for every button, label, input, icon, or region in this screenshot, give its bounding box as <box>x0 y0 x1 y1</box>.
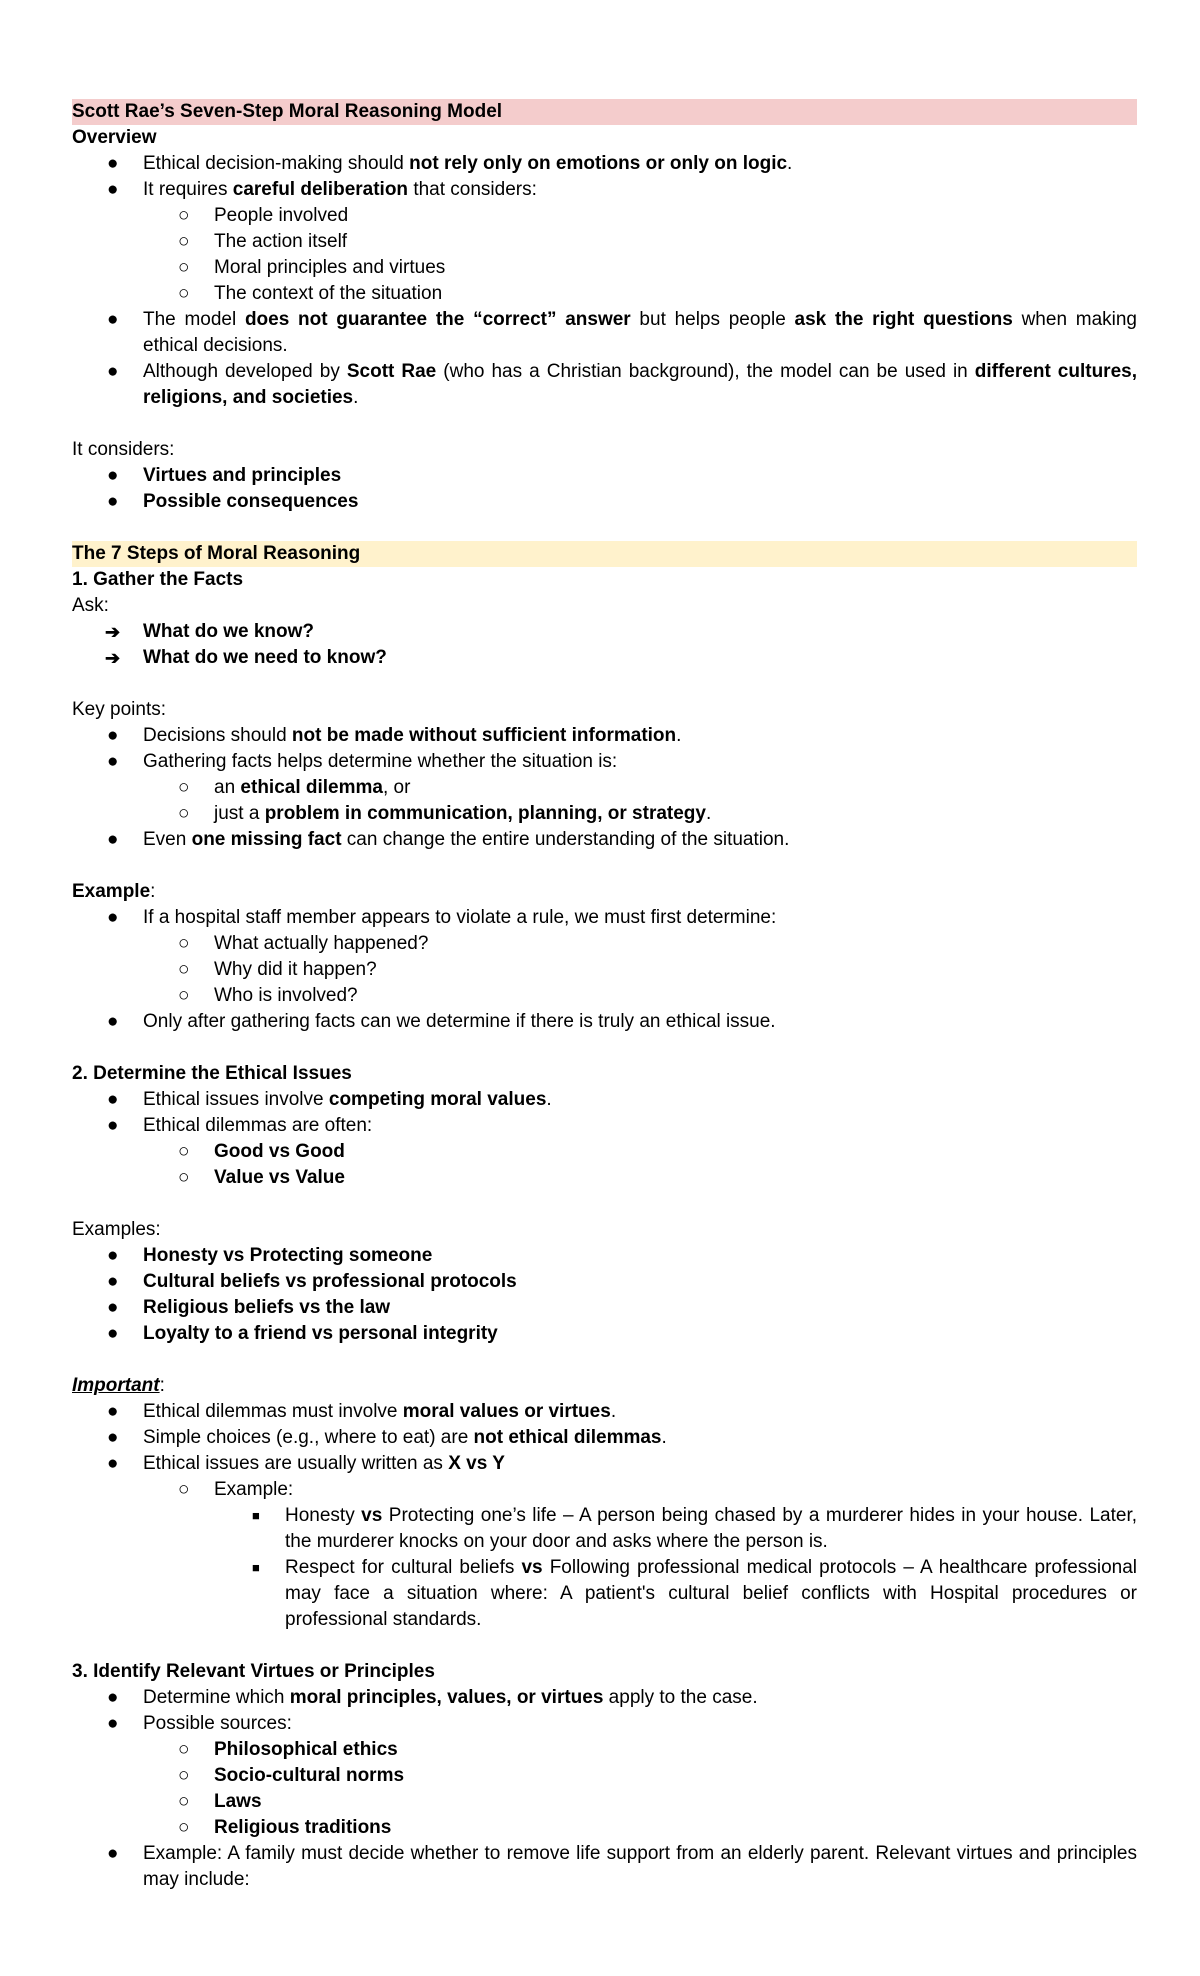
list-item: ● Ethical issues are usually written as X vs Y <box>72 1451 1137 1477</box>
list-item: ○ an ethical dilemma, or <box>72 775 1137 801</box>
circle-bullet-icon: ○ <box>178 1167 190 1188</box>
list-item: ● Ethical decision-making should not rely only on emotions or only on logic. <box>72 151 1137 177</box>
list-item: ○ Religious traditions <box>72 1815 1137 1841</box>
list-item: ○ Moral principles and virtues <box>72 255 1137 281</box>
circle-bullet-icon: ○ <box>178 257 190 278</box>
circle-bullet-icon: ○ <box>178 985 190 1006</box>
bullet-icon: ● <box>107 829 119 850</box>
list-item: ○ Philosophical ethics <box>72 1737 1137 1763</box>
list-item: ○ The context of the situation <box>72 281 1137 307</box>
examples-label: Examples: <box>72 1219 161 1240</box>
list-item: ● Although developed by Scott Rae (who has a Christian background), the model can be used in different cultures, religions, and societies. <box>107 361 1137 408</box>
circle-bullet-icon: ○ <box>178 959 190 980</box>
step1-heading: 1. Gather the Facts <box>72 569 244 590</box>
bullet-icon: ● <box>107 153 119 174</box>
step2-heading: 2. Determine the Ethical Issues <box>72 1063 352 1084</box>
list-item: ● Decisions should not be made without sufficient information. <box>72 723 1137 749</box>
bullet-icon: ● <box>107 1323 119 1344</box>
bullet-icon: ● <box>107 309 119 330</box>
bullet-icon: ● <box>107 1245 119 1266</box>
list-item: ● Possible sources: <box>72 1711 1137 1737</box>
list-item: ● It requires careful deliberation that considers: <box>72 177 1137 203</box>
circle-bullet-icon: ○ <box>178 1817 190 1838</box>
bullet-icon: ● <box>107 1089 119 1110</box>
list-item: ○ Who is involved? <box>72 983 1137 1009</box>
step3-heading: 3. Identify Relevant Virtues or Principles <box>72 1661 435 1682</box>
considers-label: It considers: <box>72 439 175 460</box>
bullet-icon: ● <box>107 725 119 746</box>
list-item: ● Ethical dilemmas must involve moral values or virtues. <box>72 1399 1137 1425</box>
circle-bullet-icon: ○ <box>178 777 190 798</box>
overview-heading: Overview <box>72 127 157 148</box>
circle-bullet-icon: ○ <box>178 1791 190 1812</box>
list-item: ● Gathering facts helps determine whether the situation is: <box>72 749 1137 775</box>
arrow-icon: ➔ <box>105 622 121 642</box>
list-item: ➔ What do we know? <box>72 619 1137 645</box>
bullet-icon: ● <box>107 751 119 772</box>
bullet-icon: ● <box>107 1427 119 1448</box>
list-item: ● Religious beliefs vs the law <box>72 1295 1137 1321</box>
circle-bullet-icon: ○ <box>178 1141 190 1162</box>
bullet-icon: ● <box>107 1297 119 1318</box>
list-item: ■ Honesty vs Protecting one’s life – A person being chased by a murderer hides in your house. Later, the murderer knocks on your door and asks where the person is. <box>252 1505 1137 1552</box>
list-item: ● Virtues and principles <box>72 463 1137 489</box>
document-title <box>72 99 1137 125</box>
bullet-icon: ● <box>107 465 119 486</box>
document-page <box>72 99 1137 1893</box>
bullet-icon: ● <box>107 361 119 382</box>
example-label: Example: <box>72 881 156 902</box>
list-item: ● Cultural beliefs vs professional protocols <box>72 1269 1137 1295</box>
bullet-icon: ● <box>107 1115 119 1136</box>
important-label: Important: <box>72 1375 165 1396</box>
list-item: ○ People involved <box>72 203 1137 229</box>
list-item: ● Ethical dilemmas are often: <box>72 1113 1137 1139</box>
list-item: ● Honesty vs Protecting someone <box>72 1243 1137 1269</box>
list-item: ○ Example: <box>72 1477 1137 1503</box>
list-item: ● Possible consequences <box>72 489 1137 515</box>
list-item: ● Determine which moral principles, values, or virtues apply to the case. <box>72 1685 1137 1711</box>
bullet-icon: ● <box>107 1687 119 1708</box>
circle-bullet-icon: ○ <box>178 803 190 824</box>
circle-bullet-icon: ○ <box>178 283 190 304</box>
list-item: ● Simple choices (e.g., where to eat) are not ethical dilemmas. <box>72 1425 1137 1451</box>
arrow-icon: ➔ <box>105 648 121 668</box>
list-item: ■ Respect for cultural beliefs vs Following professional medical protocols – A healthcare professional may face a situation where: A patient's cultural belief conflicts with Hospital procedures or professional standards. <box>252 1557 1137 1630</box>
title-highlight: Scott Rae’s Seven-Step Moral Reasoning Model <box>72 99 1137 125</box>
list-item: ● Example: A family must decide whether to remove life support from an elderly parent. Relevant virtues and principles may include: <box>107 1843 1137 1890</box>
bullet-icon: ● <box>107 1271 119 1292</box>
circle-bullet-icon: ○ <box>178 933 190 954</box>
list-item: ○ Why did it happen? <box>72 957 1137 983</box>
square-bullet-icon: ■ <box>252 1508 260 1523</box>
list-item: ● Even one missing fact can change the entire understanding of the situation. <box>72 827 1137 853</box>
square-bullet-icon: ■ <box>252 1560 260 1575</box>
list-item: ○ What actually happened? <box>72 931 1137 957</box>
bullet-icon: ● <box>107 491 119 512</box>
circle-bullet-icon: ○ <box>178 205 190 226</box>
ask-label: Ask: <box>72 595 109 616</box>
list-item: ○ Good vs Good <box>72 1139 1137 1165</box>
steps-heading <box>72 541 1137 567</box>
key-points-label: Key points: <box>72 699 166 720</box>
bullet-icon: ● <box>107 1843 119 1864</box>
circle-bullet-icon: ○ <box>178 1739 190 1760</box>
list-item: ➔ What do we need to know? <box>72 645 1137 671</box>
list-item: ○ Value vs Value <box>72 1165 1137 1191</box>
bullet-icon: ● <box>107 1713 119 1734</box>
list-item: ● Only after gathering facts can we determine if there is truly an ethical issue. <box>72 1009 1137 1035</box>
list-item: ● If a hospital staff member appears to violate a rule, we must first determine: <box>72 905 1137 931</box>
circle-bullet-icon: ○ <box>178 1765 190 1786</box>
list-item: ● Loyalty to a friend vs personal integrity <box>72 1321 1137 1347</box>
bullet-icon: ● <box>107 1011 119 1032</box>
circle-bullet-icon: ○ <box>178 1479 190 1500</box>
steps-heading-highlight: The 7 Steps of Moral Reasoning <box>72 541 1137 567</box>
list-item: ○ just a problem in communication, planning, or strategy. <box>72 801 1137 827</box>
bullet-icon: ● <box>107 907 119 928</box>
bullet-icon: ● <box>107 179 119 200</box>
bullet-icon: ● <box>107 1401 119 1422</box>
list-item: ○ Socio-cultural norms <box>72 1763 1137 1789</box>
list-item: ○ The action itself <box>72 229 1137 255</box>
list-item: ○ Laws <box>72 1789 1137 1815</box>
circle-bullet-icon: ○ <box>178 231 190 252</box>
list-item: ● Ethical issues involve competing moral values. <box>72 1087 1137 1113</box>
bullet-icon: ● <box>107 1453 119 1474</box>
list-item: ● The model does not guarantee the “correct” answer but helps people ask the right questions when making ethical decisions. <box>107 309 1137 356</box>
